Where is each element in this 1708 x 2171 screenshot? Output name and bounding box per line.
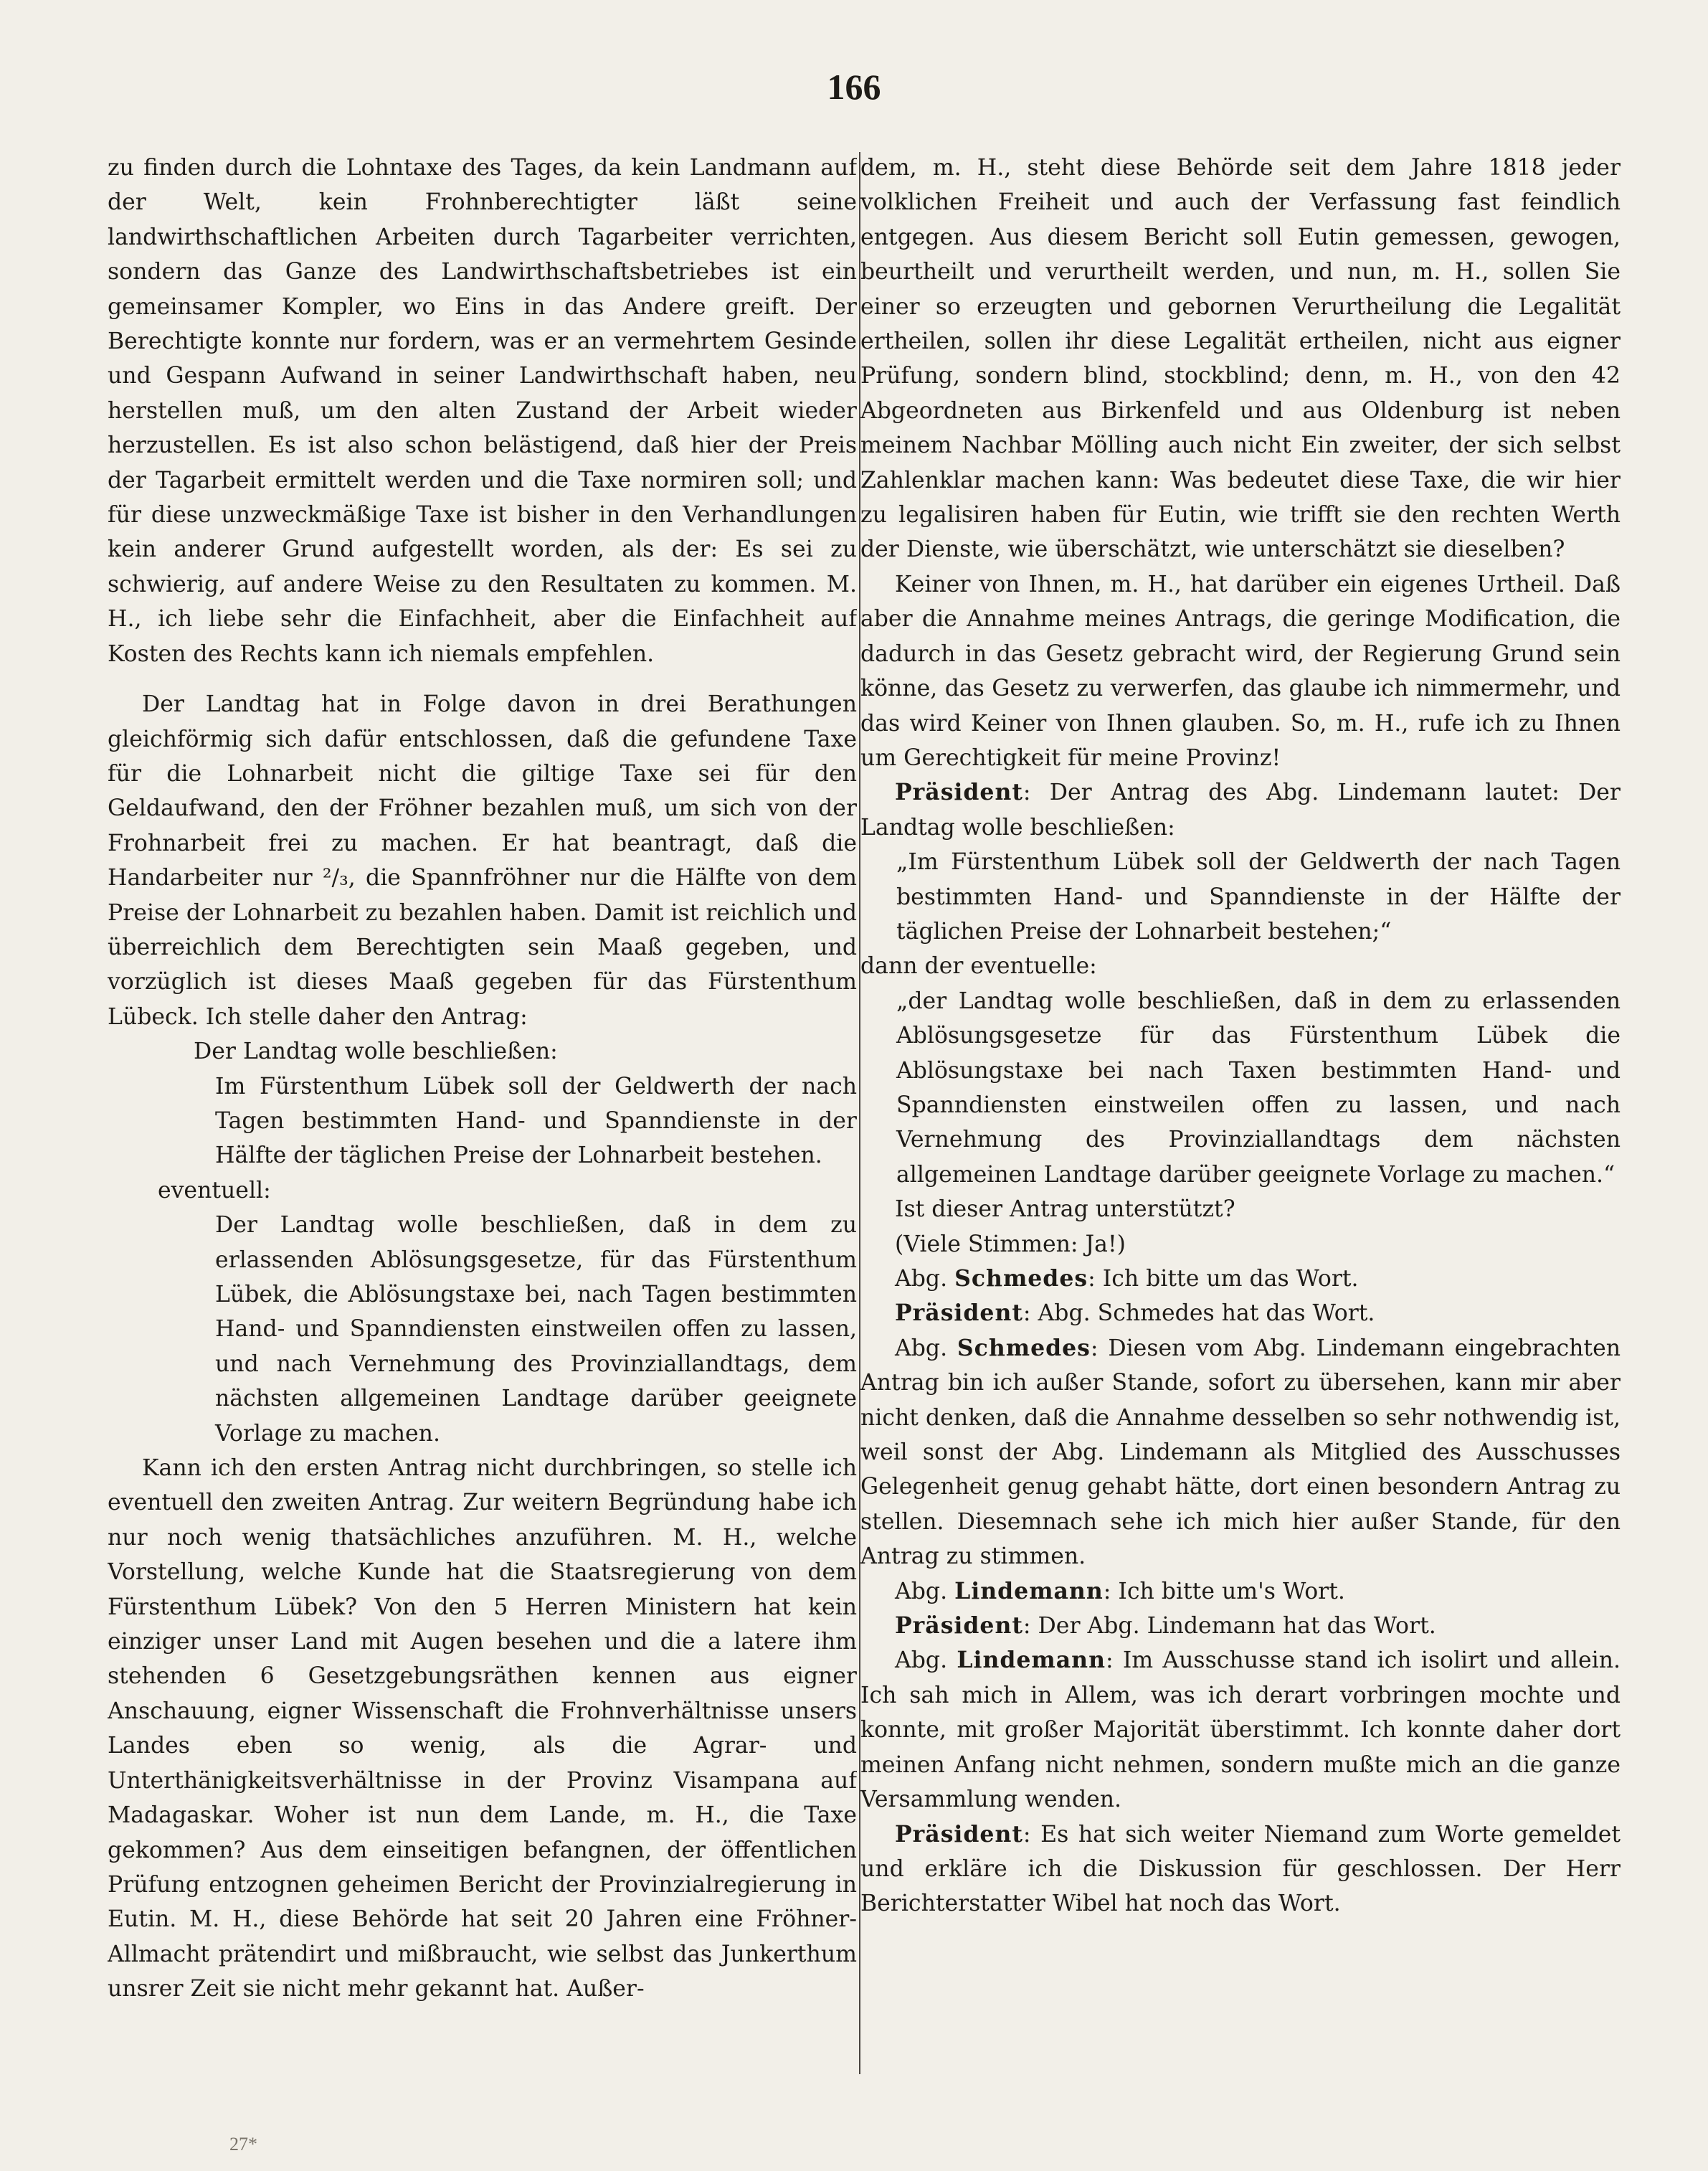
motion-heading: Der Landtag wolle beschließen:	[194, 1039, 558, 1065]
paragraph: dem, m. H., steht diese Behörde seit dem Jahre 1818 jeder volklichen Freiheit und auch der Verfassung fast feindlich entgegen. Aus diesem Bericht soll Eutin gemessen, gewogen, beurtheilt und verurtheilt werden, und nun, m. H., sollen Sie einer so erzeugten und gebornen Verurtheilung die Legalität ertheilen, sollen ihr diese Legalität ertheilen, nicht aus eigner Prüfung, sondern blind, stockblind; denn, m. H., von den 42 Abgeordneten aus Birkenfeld und aus Oldenburg ist neben meinem Nachbar Mölling auch nicht Ein zweiter, der sich selbst Zahlenklar machen kann: Was bedeutet diese Taxe, die wir hier zu legalisiren haben für Eutin, wie trifft sie den rechten Werth der Dienste, wie überschätzt, wie unterschätzt sie dieselben?	[860, 155, 1621, 563]
speaker-name: Schmedes	[954, 1265, 1088, 1292]
speech-president: Präsident: Abg. Schmedes hat das Wort.	[895, 1300, 1375, 1327]
speaker-name: Schmedes	[957, 1334, 1091, 1361]
paragraph: Der Landtag hat in Folge davon in drei Berathungen gleichförmig sich dafür entschlossen, daß die gefundene Taxe für die Lohnarbeit nicht die giltige Taxe sei für den Geldaufwand, den der Fröhner bezahlen muß, um sich von der Frohnarbeit frei zu machen. Er hat beantragt, daß die Handarbeiter nur ²/₃, die Spannfröhner nur die Hälfte von dem Preise der Lohnarbeit zu bezahlen haben. Damit ist reichlich und überreichlich dem Berechtigten sein Maaß gegeben, und vorzüglich ist dieses Maaß gegeben für das Fürstenthum Lübeck. Ich stelle daher den Antrag:	[108, 691, 857, 1030]
right-column	[860, 151, 1621, 2080]
signature-mark: 27*	[229, 2134, 257, 2155]
speaker-name: Präsident	[895, 1612, 1023, 1640]
speech: Abg. Lindemann: Im Ausschusse stand ich isolirt und allein. Ich sah mich in Allem, was ich derart vorbringen mochte und konnte, mit großer Majorität überstimmt. Ich konnte daher dort meinen Anfang nicht nehmen, sondern mußte mich an die ganze Versammlung wenden.	[860, 1647, 1621, 1813]
speaker-name: Präsident	[895, 779, 1023, 806]
page-number: 166	[827, 67, 881, 107]
speech: Abg. Schmedes: Diesen vom Abg. Lindemann eingebrachten Antrag bin ich außer Stande, sofort zu übersehen, kann mir aber nicht denken, daß die Annahme desselben so sehr nothwendig ist, weil sonst der Abg. Lindemann als Mitglied des Ausschusses Gelegenheit genug gehabt hätte, dort einen besondern Antrag zu stellen. Diesemnach sehe ich mich hier außer Stande, für den Antrag zu stimmen.	[860, 1334, 1621, 1570]
voices: (Viele Stimmen: Ja!)	[895, 1231, 1126, 1257]
paragraph: dann der eventuelle:	[860, 953, 1097, 980]
paragraph: Ist dieser Antrag unterstützt?	[895, 1196, 1235, 1223]
speaker-name: Lindemann	[957, 1647, 1106, 1674]
speech: Abg. Lindemann: Ich bitte um's Wort.	[895, 1577, 1345, 1604]
speech-president: Präsident: Der Abg. Lindemann hat das Wort.	[895, 1612, 1436, 1640]
paragraph: zu finden durch die Lohntaxe des Tages, da kein Landmann auf der Welt, kein Frohnberechtigter läßt seine landwirthschaftlichen Arbeiten durch Tagarbeiter verrichten, sondern das Ganze des Landwirthschaftsbetriebes ist ein gemeinsamer Kompler, wo Eins in das Andere greift. Der Berechtigte konnte nur fordern, was er an vermehrtem Gesinde und Gespann Aufwand in seiner Landwirthschaft haben, neu herstellen muß, um den alten Zustand der Arbeit wieder herzustellen. Es ist also schon belästigend, daß hier der Preis der Tagarbeit ermittelt werden und die Taxe normiren soll; und für diese unzweckmäßige Taxe ist bisher in den Verhandlungen kein anderer Grund aufgestellt worden, als der: Es sei zu schwierig, auf andere Weise zu den Resultaten zu kommen. M. H., ich liebe sehr die Einfachheit, aber die Einfachheit auf Kosten des Rechts kann ich niemals empfehlen.	[108, 155, 857, 667]
left-column	[108, 151, 857, 2080]
motion-eventual-label: eventuell:	[158, 1177, 271, 1203]
speech-president: Präsident: Es hat sich weiter Niemand zum Worte gemeldet und erkläre ich die Diskussion für geschlossen. Der Herr Berichterstatter Wibel hat noch das Wort.	[860, 1820, 1621, 1917]
speaker-name: Lindemann	[954, 1577, 1104, 1604]
paragraph: Kann ich den ersten Antrag nicht durchbringen, so stelle ich eventuell den zweiten Antrag. Zur weitern Begründung habe ich nur noch wenig thatsächliches anzuführen. M. H., welche Vorstellung, welche Kunde hat die Staatsregierung von dem Fürstenthum Lübek? Von den 5 Herren Ministern hat kein einziger unser Land mit Augen besehen und die a latere ihm stehenden 6 Gesetzgebungsräthen kennen aus eigner Anschauung, eigner Wissenschaft die Frohnverhältnisse unsers Landes eben so wenig, als die Agrar- und Unterthänigkeitsverhältnisse in der Provinz Visampana auf Madagaskar. Woher ist nun dem Lande, m. H., die Taxe gekommen? Aus dem einseitigen befangnen, der öffentlichen Prüfung entzognen geheimen Bericht der Provinzialregierung in Eutin. M. H., diese Behörde hat seit 20 Jahren eine Fröhner-Allmacht prätendirt und mißbraucht, wie selbst das Junkerthum unsrer Zeit sie nicht mehr gekannt hat. Außer-	[108, 1455, 857, 2002]
speech-president: Präsident: Der Antrag des Abg. Lindemann lautet: Der Landtag wolle beschließen:	[860, 779, 1621, 841]
paragraph: Keiner von Ihnen, m. H., hat darüber ein eigenes Urtheil. Daß aber die Annahme meines Antrags, die geringe Modification, die dadurch in das Gesetz gebracht wird, der Regierung Grund sein könne, das Gesetz zu verwerfen, das glaube ich nimmermehr, und das wird Keiner von Ihnen glauben. So, m. H., rufe ich zu Ihnen um Gerechtigkeit für meine Provinz!	[860, 571, 1621, 771]
speaker-name: Präsident	[895, 1300, 1023, 1327]
speaker-name: Präsident	[895, 1820, 1023, 1848]
quoted-motion: „Im Fürstenthum Lübek soll der Geldwerth der nach Tagen bestimmten Hand- und Spanndienste in der Hälfte der täglichen Preise der Lohnarbeit bestehen;“	[896, 849, 1621, 945]
motion-text-eventual: Der Landtag wolle beschließen, daß in dem zu erlassenden Ablösungsgesetze, für das Fürstenthum Lübek, die Ablösungstaxe bei, nach Tagen bestimmten Hand- und Spanndiensten einstweilen offen zu lassen, und nach Vernehmung des Provinziallandtags, dem nächsten allgemeinen Landtage darüber geeignete Vorlage zu machen.	[215, 1212, 857, 1447]
quoted-motion: „der Landtag wolle beschließen, daß in dem zu erlassenden Ablösungsgesetze für das Fürstenthum Lübek die Ablösungstaxe bei nach Taxen bestimmten Hand- und Spanndiensten einstweilen offen zu lassen, und nach Vernehmung des Provinziallandtags dem nächsten allgemeinen Landtage darüber geeignete Vorlage zu machen.“	[896, 988, 1621, 1188]
speech: Abg. Schmedes: Ich bitte um das Wort.	[895, 1265, 1359, 1292]
motion-text: Im Fürstenthum Lübek soll der Geldwerth der nach Tagen bestimmten Hand- und Spanndienste in der Hälfte der täglichen Preise der Lohnarbeit bestehen.	[215, 1073, 857, 1169]
